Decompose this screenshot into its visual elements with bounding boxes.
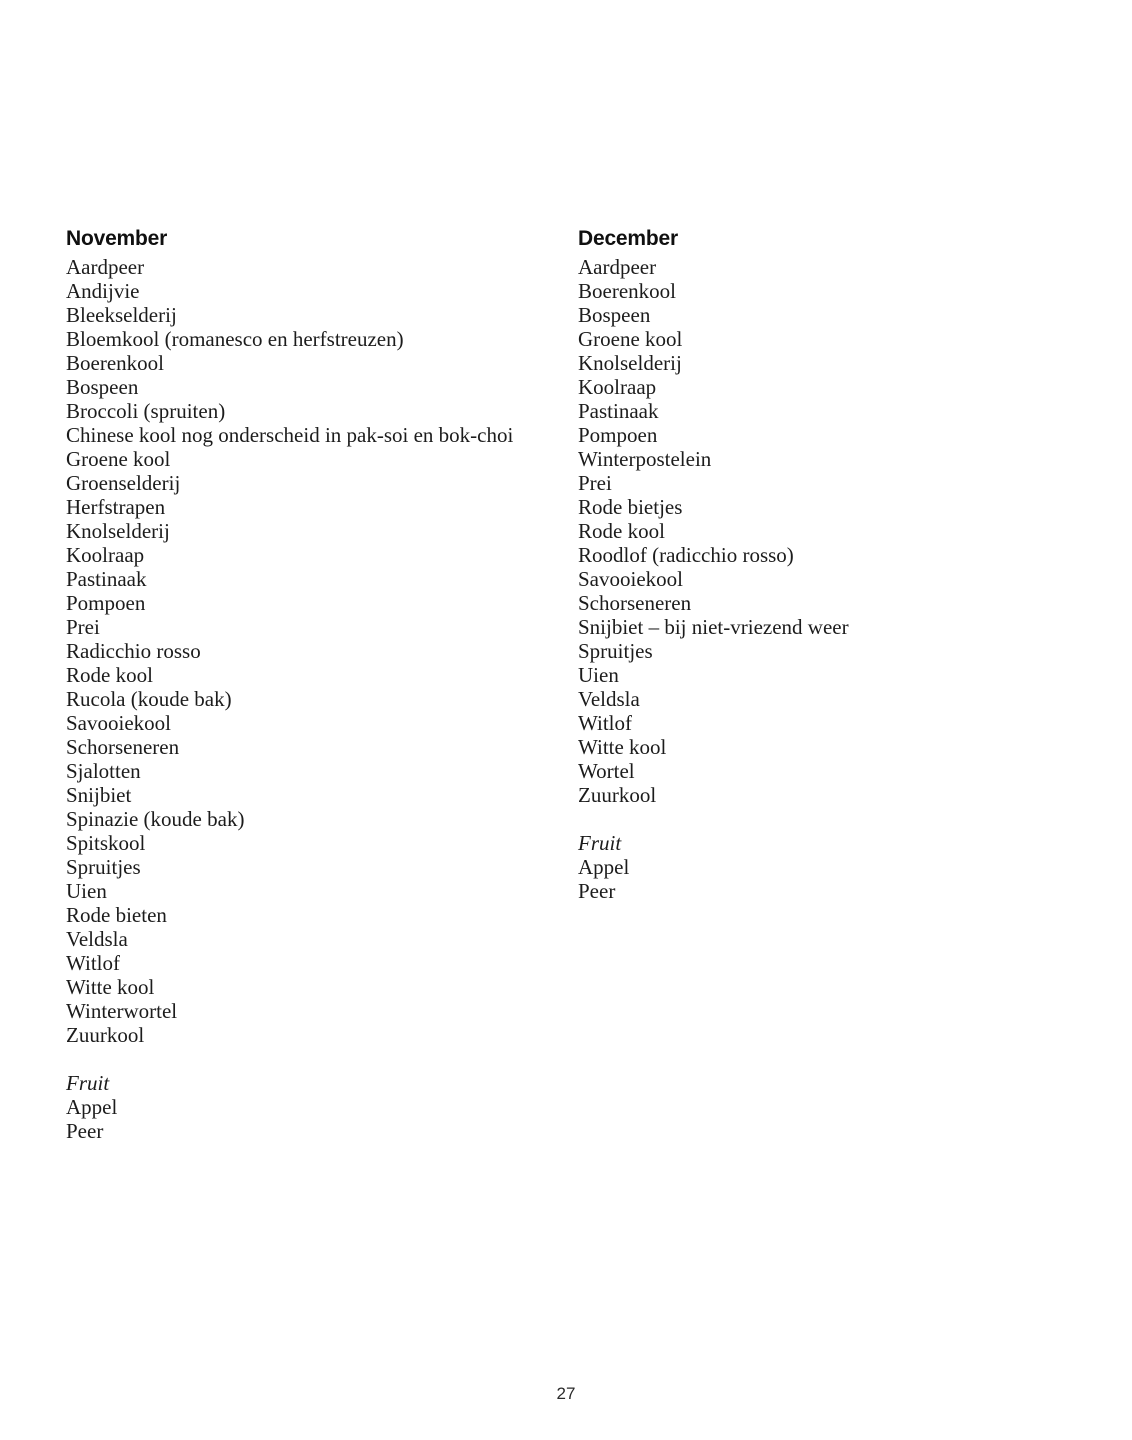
month-heading-december: December	[578, 227, 678, 250]
list-item: Broccoli (spruiten)	[66, 399, 226, 423]
fruit-list-december	[578, 855, 1083, 903]
section-spacer	[66, 1047, 571, 1071]
list-item: Pastinaak	[578, 399, 659, 423]
list-item: Spitskool	[66, 831, 146, 855]
list-item: Snijbiet	[66, 783, 132, 807]
list-item: Zuurkool	[66, 1023, 145, 1047]
list-item: Appel	[578, 855, 630, 879]
list-item: Spruitjes	[578, 639, 653, 663]
list-item: Peer	[66, 1119, 104, 1143]
list-item: Bospeen	[578, 303, 651, 327]
list-item: Sjalotten	[66, 759, 141, 783]
page-number: 27	[556, 1384, 576, 1403]
list-item: Spruitjes	[66, 855, 141, 879]
list-item: Prei	[66, 615, 100, 639]
list-item: Spinazie (koude bak)	[66, 807, 245, 831]
list-item: Pompoen	[578, 423, 658, 447]
list-item: Andijvie	[66, 279, 140, 303]
column-december	[578, 225, 1083, 903]
list-item: Uien	[578, 663, 619, 687]
fruit-list-november	[66, 1095, 571, 1143]
column-november	[66, 225, 571, 1143]
list-item: Chinese kool nog onderscheid in pak-soi en bok-choi	[66, 423, 514, 447]
list-item: Veldsla	[578, 687, 640, 711]
list-item: Roodlof (radicchio rosso)	[578, 543, 794, 567]
list-item: Witte kool	[66, 975, 155, 999]
list-item: Winterpostelein	[578, 447, 712, 471]
list-item: Groene kool	[66, 447, 171, 471]
list-item: Bloemkool (romanesco en herfstreuzen)	[66, 327, 404, 351]
list-item: Groene kool	[578, 327, 683, 351]
list-item: Rode kool	[578, 519, 665, 543]
list-item: Snijbiet – bij niet-vriezend weer	[578, 615, 849, 639]
list-item: Zuurkool	[578, 783, 657, 807]
list-item: Radicchio rosso	[66, 639, 201, 663]
list-item: Appel	[66, 1095, 118, 1119]
list-item: Boerenkool	[578, 279, 676, 303]
list-item: Rode kool	[66, 663, 153, 687]
list-item: Koolraap	[578, 375, 657, 399]
list-item: Aardpeer	[66, 255, 145, 279]
fruit-heading-december: Fruit	[578, 831, 622, 855]
list-item: Bospeen	[66, 375, 139, 399]
list-item: Bleekselderij	[66, 303, 177, 327]
list-item: Herfstrapen	[66, 495, 166, 519]
list-item: Pompoen	[66, 591, 146, 615]
list-item: Knolselderij	[578, 351, 682, 375]
list-item: Koolraap	[66, 543, 145, 567]
list-item: Peer	[578, 879, 616, 903]
list-item: Pastinaak	[66, 567, 147, 591]
list-item: Schorseneren	[578, 591, 692, 615]
list-item: Savooiekool	[66, 711, 171, 735]
list-item: Rode bieten	[66, 903, 167, 927]
list-item: Knolselderij	[66, 519, 170, 543]
vegetable-list-november	[66, 255, 571, 1047]
list-item: Witlof	[66, 951, 120, 975]
list-item: Rucola (koude bak)	[66, 687, 232, 711]
fruit-heading-november: Fruit	[66, 1071, 110, 1095]
list-item: Rode bietjes	[578, 495, 683, 519]
list-item: Prei	[578, 471, 612, 495]
list-item: Winterwortel	[66, 999, 178, 1023]
list-item: Boerenkool	[66, 351, 164, 375]
list-item: Uien	[66, 879, 107, 903]
list-item: Savooiekool	[578, 567, 683, 591]
section-spacer	[578, 807, 1083, 831]
list-item: Aardpeer	[578, 255, 657, 279]
vegetable-list-december	[578, 255, 1083, 807]
list-item: Witte kool	[578, 735, 667, 759]
list-item: Schorseneren	[66, 735, 180, 759]
list-item: Groenselderij	[66, 471, 181, 495]
month-heading-november: November	[66, 227, 168, 250]
list-item: Witlof	[578, 711, 632, 735]
list-item: Wortel	[578, 759, 635, 783]
list-item: Veldsla	[66, 927, 128, 951]
